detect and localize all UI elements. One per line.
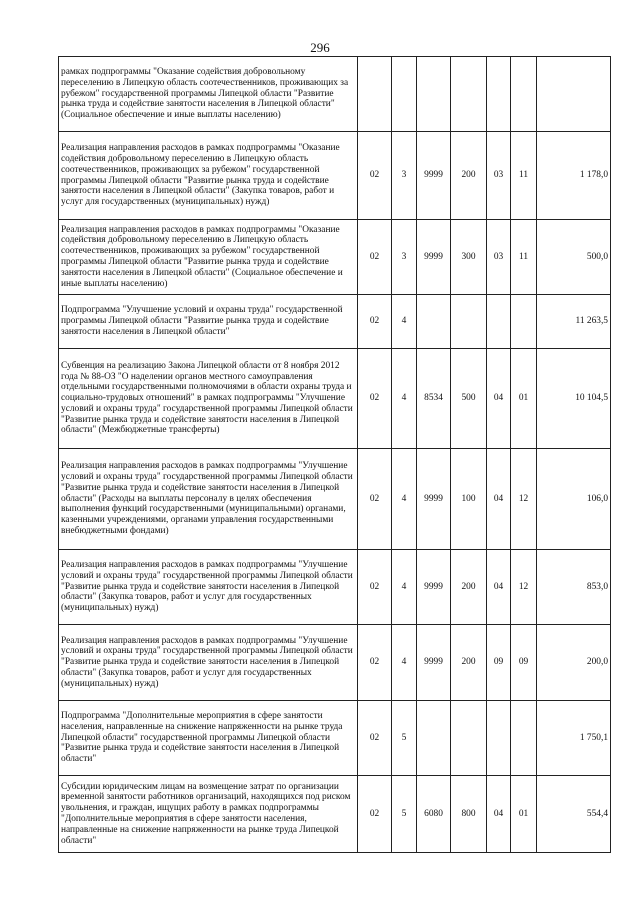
code-direction: 9999 <box>417 550 451 625</box>
row-description: Реализация направления расходов в рамках подпрограммы "Улучшение условий и охраны труда" государственной программы Липецкой области "Развитие рынка труда и содействие занятости населения в Липецкой области" (Расходы на выплаты персоналу в целях обеспечения выполнения функций государственными (муниципальными) органами, казенными учреждениями, органами управления государственными внебюджетными фондами) <box>59 449 358 550</box>
row-description: Субсидии юридическим лицам на возмещение затрат по организации временной занятости работников организаций, находящихся под риском увольнения, и граждан, ищущих работу в рамках подпрограммы "Дополнительные мероприятия в сфере занятости населения, направленные на снижение напряженности на рынке труда Липецкой области" <box>59 776 358 853</box>
code-direction: 9999 <box>417 625 451 701</box>
row-description: Реализация направления расходов в рамках подпрограммы "Улучшение условий и охраны труда" государственной программы Липецкой области "Развитие рынка труда и содействие занятости населения в Липецкой области" (Закупка товаров, работ и услуг для государственных (муниципальных) нужд) <box>59 550 358 625</box>
table-row <box>59 57 611 132</box>
code-expense-type <box>451 701 487 776</box>
code-subsection: 01 <box>511 349 537 449</box>
amount: 500,0 <box>537 220 611 295</box>
row-description: Реализация направления расходов в рамках подпрограммы "Улучшение условий и охраны труда" государственной программы Липецкой области "Развитие рынка труда и содействие занятости населения в Липецкой области" (Закупка товаров, работ и услуг для государственных (муниципальных) нужд) <box>59 625 358 701</box>
code-expense-type <box>451 295 487 349</box>
code-expense-type: 800 <box>451 776 487 853</box>
row-description: Подпрограмма "Дополнительные мероприятия в сфере занятости населения, направленные на снижение напряженности на рынке труда Липецкой области" государственной программы Липецкой области "Развитие рынка труда и содействие занятости населения в Липецкой области" <box>59 701 358 776</box>
amount <box>537 57 611 132</box>
code-section <box>487 701 511 776</box>
table-row <box>59 220 611 295</box>
row-description: Подпрограмма "Улучшение условий и охраны труда" государственной программы Липецкой области "Развитие рынка труда и содействие занятости населения в Липецкой области" <box>59 295 358 349</box>
code-direction: 9999 <box>417 449 451 550</box>
code-program: 02 <box>358 550 392 625</box>
row-description: Реализация направления расходов в рамках подпрограммы "Оказание содействия добровольному переселению в Липецкую область соотечественников, проживающих за рубежом" государственной программы Липецкой области "Развитие рынка труда и содействие занятости населения в Липецкой области" (Закупка товаров, работ и услуг для государственных (муниципальных) нужд) <box>59 132 358 220</box>
table-row <box>59 550 611 625</box>
code-expense-type: 100 <box>451 449 487 550</box>
code-subprogram: 4 <box>392 295 417 349</box>
code-subprogram: 4 <box>392 449 417 550</box>
code-section: 04 <box>487 449 511 550</box>
code-section: 03 <box>487 220 511 295</box>
code-subsection: 11 <box>511 132 537 220</box>
code-program: 02 <box>358 776 392 853</box>
code-section: 04 <box>487 349 511 449</box>
code-program: 02 <box>358 449 392 550</box>
code-program: 02 <box>358 349 392 449</box>
code-expense-type: 200 <box>451 132 487 220</box>
code-program: 02 <box>358 701 392 776</box>
code-section: 09 <box>487 625 511 701</box>
row-description: рамках подпрограммы "Оказание содействия добровольному переселению в Липецкую область соотечественников, проживающих за рубежом" государственной программы Липецкой области "Развитие рынка труда и содействие занятости населения в Липецкой области" (Социальное обеспечение и иные выплаты населению) <box>59 57 358 132</box>
page-number: 296 <box>310 40 330 55</box>
code-subsection: 12 <box>511 550 537 625</box>
code-subsection: 01 <box>511 776 537 853</box>
amount: 200,0 <box>537 625 611 701</box>
table-row <box>59 295 611 349</box>
code-program: 02 <box>358 625 392 701</box>
code-subprogram: 4 <box>392 625 417 701</box>
code-direction: 8534 <box>417 349 451 449</box>
code-section <box>487 295 511 349</box>
code-subprogram <box>392 57 417 132</box>
code-subsection: 11 <box>511 220 537 295</box>
code-direction <box>417 701 451 776</box>
code-expense-type <box>451 57 487 132</box>
code-expense-type: 200 <box>451 625 487 701</box>
amount: 853,0 <box>537 550 611 625</box>
code-direction: 9999 <box>417 220 451 295</box>
code-subsection <box>511 701 537 776</box>
table-row <box>59 449 611 550</box>
amount: 1 750,1 <box>537 701 611 776</box>
code-direction <box>417 57 451 132</box>
code-direction: 9999 <box>417 132 451 220</box>
table-row <box>59 625 611 701</box>
amount: 10 104,5 <box>537 349 611 449</box>
code-section: 04 <box>487 776 511 853</box>
code-subsection <box>511 57 537 132</box>
amount: 11 263,5 <box>537 295 611 349</box>
code-program: 02 <box>358 220 392 295</box>
code-expense-type: 300 <box>451 220 487 295</box>
code-subprogram: 4 <box>392 349 417 449</box>
table-row <box>59 776 611 853</box>
code-subprogram: 4 <box>392 550 417 625</box>
amount: 106,0 <box>537 449 611 550</box>
row-description: Реализация направления расходов в рамках подпрограммы "Оказание содействия добровольному переселению в Липецкую область соотечественников, проживающих за рубежом" государственной программы Липецкой области "Развитие рынка труда и содействие занятости населения в Липецкой области" (Социальное обеспечение и иные выплаты населению) <box>59 220 358 295</box>
code-section: 03 <box>487 132 511 220</box>
code-direction: 6080 <box>417 776 451 853</box>
amount: 554,4 <box>537 776 611 853</box>
code-subsection: 09 <box>511 625 537 701</box>
table-row <box>59 349 611 449</box>
code-section <box>487 57 511 132</box>
amount: 1 178,0 <box>537 132 611 220</box>
code-subsection <box>511 295 537 349</box>
code-subprogram: 3 <box>392 220 417 295</box>
table-row <box>59 701 611 776</box>
budget-table <box>58 56 611 853</box>
code-subprogram: 3 <box>392 132 417 220</box>
table-row <box>59 132 611 220</box>
code-subprogram: 5 <box>392 776 417 853</box>
code-subprogram: 5 <box>392 701 417 776</box>
code-subsection: 12 <box>511 449 537 550</box>
code-direction <box>417 295 451 349</box>
code-program: 02 <box>358 132 392 220</box>
code-section: 04 <box>487 550 511 625</box>
code-program <box>358 57 392 132</box>
code-program: 02 <box>358 295 392 349</box>
row-description: Субвенция на реализацию Закона Липецкой области от 8 ноября 2012 года № 88-ОЗ "О наделении органов местного самоуправления отдельными государственными полномочиями в области охраны труда и социально-трудовых отношений" в рамках подпрограммы "Улучшение условий и охраны труда" государственной программы Липецкой области "Развитие рынка труда и содействие занятости населения в Липецкой области" (Межбюджетные трансферты) <box>59 349 358 449</box>
code-expense-type: 500 <box>451 349 487 449</box>
code-expense-type: 200 <box>451 550 487 625</box>
